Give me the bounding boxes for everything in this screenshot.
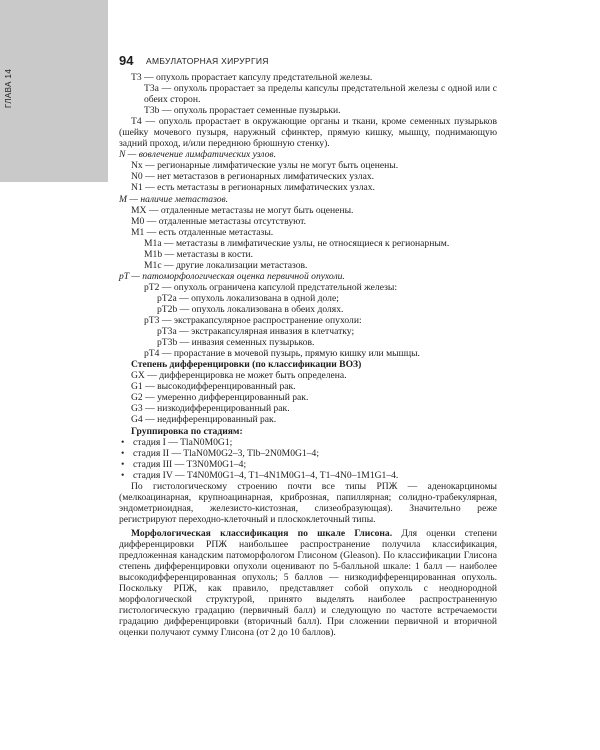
- gx-line: GX — дифференцировка не может быть определена.: [131, 370, 347, 382]
- pt4-line: pT4 — прорастание в мочевой пузырь, прямую кишку или мышцы.: [144, 348, 420, 360]
- m1-line: M1 — есть отдаленные метастазы.: [131, 226, 274, 238]
- pt3b-line: pT3b — инвазия семенных пузырьков.: [157, 337, 315, 349]
- mx-line: MX — отдаленные метастазы не могут быть оценены.: [131, 204, 354, 216]
- grade-heading: Степень дифференцировки (по классификации ВОЗ): [131, 359, 362, 371]
- pt-heading: pT — патоморфологическая оценка первичной опухоли.: [119, 270, 345, 282]
- pt3a-line: pT3a — экстракапсулярная инвазия в клетчатку;: [157, 326, 355, 338]
- g2-line: G2 — умеренно дифференцированный рак.: [131, 392, 309, 404]
- staging-item-text: стадия III — T3N0M0G1–4;: [133, 458, 247, 470]
- bullet-icon: •: [121, 447, 125, 459]
- bullet-icon: •: [121, 436, 125, 448]
- g1-line: G1 — высокодифференцированный рак.: [131, 381, 296, 393]
- staging-list: [119, 437, 497, 481]
- pt2-line: pT2 — опухоль ограничена капсулой предстательной железы:: [144, 281, 397, 293]
- g3-line: G3 — низкодифференцированный рак.: [131, 403, 290, 415]
- gleason-heading: Морфологическая классификация по шкале Глисона.: [131, 527, 393, 539]
- staging-item-text: стадия I — TlaN0M0G1;: [133, 436, 233, 448]
- page-number: 94: [119, 53, 134, 68]
- staging-item-3: [119, 459, 497, 470]
- gleason-text: Для оценки степени дифференцировки РПЖ наибольшее распространение получила классификация, предложенная канадским патоморфологом Глисоном (Gleason). По классификации Глисона степень дифференцировки опухоли оценивают по 5-балльной шкале: 1 балл — наиболее высокодифференцированная опухоль; 5 баллов — низкодифференцированная опухоль. Поскольку РПЖ, как правило, представляет собой опухоль с неоднородной морфологической структурой, принято выделять наиболее распространенную гистологическую градацию (первичный балл) и следующую по частоте встречаемости градацию дифференцировки (вторичный балл). При сложении первичной и вторичной оценки получают сумму Глисона (от 2 до 10 баллов).: [119, 527, 497, 639]
- m0-line: M0 — отдаленные метастазы отсутствуют.: [131, 215, 307, 227]
- m1c-line: M1c — другие локализации метастазов.: [144, 259, 308, 271]
- t4-line: T4 — опухоль прорастает в окружающие органы и ткани, кроме семенных пузырьков (шейку мочевого пузыря, наружный сфинктер, прямую кишку, мышцу, поднимающую задний проход, и/или переднюю брюшную стенку).: [119, 116, 497, 150]
- chapter-side-tab: [0, 0, 108, 182]
- n1-line: N1 — есть метастазы в регионарных лимфатических узлах.: [131, 182, 375, 194]
- staging-item-1: [119, 437, 497, 448]
- m-heading: M — наличие метастазов.: [119, 193, 229, 205]
- staging-item-text: стадия IV — T4N0M0G1–4, T1–4N1M0G1–4, T1–4N0–1M1G1–4.: [133, 469, 399, 481]
- running-title: АМБУЛАТОРНАЯ ХИРУРГИЯ: [146, 56, 269, 66]
- histology-paragraph: По гистологическому строению почти все типы РПЖ — аденокарциномы (мелкоацинарная, крупноацинарная, криброзная, папиллярная; солидно-трабекулярная, эндометриоидная, железисто-кистозная, слизеобразующая). Значительно реже регистрируют переходно-клеточный и плоскоклеточный типы.: [119, 480, 497, 525]
- pt2b-line: pT2b — опухоль локализована в обеих долях.: [157, 303, 344, 315]
- staging-item-text: стадия II — TlaN0M0G2–3, Tlb–2N0M0G1–4;: [133, 447, 319, 459]
- n0-line: N0 — нет метастазов в регионарных лимфатических узлах.: [131, 171, 375, 183]
- m1a-line: M1a — метастазы в лимфатические узлы, не относящиеся к регионарным.: [144, 237, 450, 249]
- pt3-line: pT3 — экстракапсулярное распространение опухоли:: [144, 315, 362, 327]
- bullet-icon: •: [121, 469, 125, 481]
- n-heading: N — вовлечение лимфатических узлов.: [119, 149, 276, 161]
- staging-item-2: [119, 448, 497, 459]
- staging-heading: Группировка по стадиям:: [131, 425, 243, 437]
- m1b-line: M1b — метастазы в кости.: [144, 248, 253, 260]
- gleason-paragraph: [119, 528, 497, 638]
- t3a-line: T3a — опухоль прорастает за пределы капсулы предстательной железы с одной или с обеих сторон.: [144, 83, 497, 106]
- nx-line: Nx — регионарные лимфатические узлы не могут быть оценены.: [131, 160, 399, 172]
- t3-line: T3 — опухоль прорастает капсулу предстательной железы.: [131, 72, 373, 83]
- chapter-label: ГЛАВА 14: [4, 68, 13, 108]
- page-body: [119, 72, 497, 638]
- g4-line: G4 — недифференцированный рак.: [131, 414, 277, 426]
- page-header: [119, 53, 499, 71]
- pt2a-line: pT2a — опухоль локализована в одной доле;: [157, 292, 339, 304]
- staging-item-4: [119, 470, 497, 481]
- bullet-icon: •: [121, 458, 125, 470]
- t3b-line: T3b — опухоль прорастает семенные пузырьки.: [144, 105, 341, 117]
